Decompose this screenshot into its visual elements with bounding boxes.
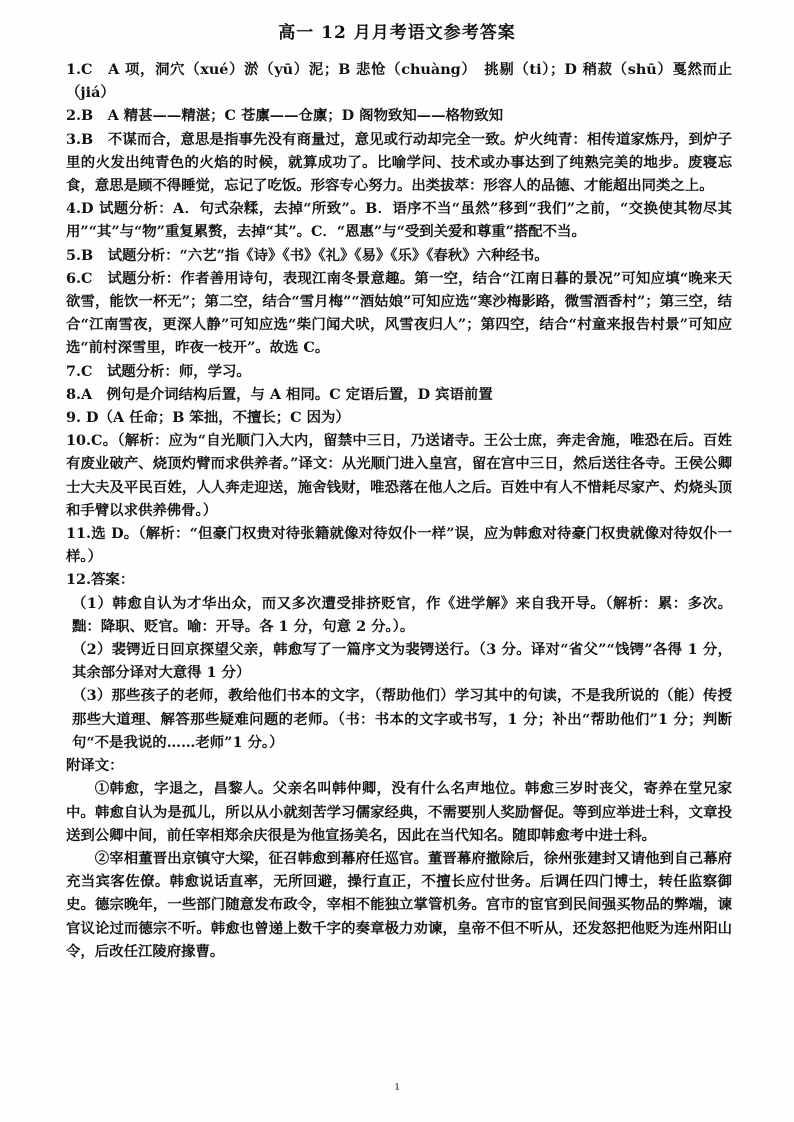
answer-item-6: 6.C 试题分析：作者善用诗句，表现江南冬景意趣。第一空，结合“江南日暮的景况”可知应填“晚来天欲雪，能饮一杯无”；第二空，结合“雪月梅”“酒姑娘”可知应选“寒沙梅影路，微雪酒香村”；第三空，结合“江南雪夜，更深人静”可知应选“柴门闻犬吠，风雪夜归人”；第四空，结合“村童来报告村景”可知应选“前村深雪里，昨夜一枝开”。故选 C。 <box>66 269 732 357</box>
answer-content <box>66 58 732 963</box>
answer-item-3: 3.B 不谋而合，意思是指事先没有商量过，意见或行动却完全一致。炉火纯青：相传道家炼丹，到炉子里的火发出纯青色的火焰的时候，就算成功了。比喻学问、技术或办事达到了纯熟完美的地步。废寝忘食，意思是顾不得睡觉，忘记了吃饭。形容专心努力。出类拔萃：形容人的品德、才能超出同类之上。 <box>66 130 732 195</box>
answer-item-5: 5.B 试题分析：“六艺”指《诗》《书》《礼》《易》《乐》《春秋》六种经书。 <box>66 246 549 264</box>
answer-item-9: 9. D（A 任命；B 笨拙，不擅长；C 因为） <box>66 409 350 427</box>
q12-part-1: （1）韩愈自认为才华出众，而又多次遭受排挤贬官，作《进学解》来自我开导。（解析：累：多次。黜：降职、贬官。喻：开导。各 1 分，句意 2 分。）。 <box>72 594 732 635</box>
q12-part-2: （2）裴锷近日回京探望父亲，韩愈写了一篇序文为裴锷送行。（3 分。译对“省父”“饯锷”各得 1 分，其余部分译对大意得 1 分） <box>72 641 732 682</box>
answer-item-7: 7.C 试题分析：师，学习。 <box>66 362 251 380</box>
answer-item-4: 4.D 试题分析：A．句式杂糅，去掉“所致”。B．语序不当“虽然”移到“我们”之前，“交换使其物尽其用”“其”与“物”重复累赘，去掉“其”。C．“恩惠”与“受到关爱和尊重”搭配不当。 <box>66 200 732 241</box>
answer-item-1: 1.C A 项，洞穴（xué）淤（yū）泥；B 悲怆（chuàng） 挑剔（ti）；D 稍菽（shū）戛然而止（jiá） <box>66 61 732 102</box>
translation-paragraph-2: ②宰相董晋出京镇守大梁，征召韩愈到幕府任巡官。董晋幕府撤除后，徐州张建封又请他到自己幕府充当宾客佐僚。韩愈说话直率，无所回避，操行直正，不擅长应付世务。后调任四门博士，转任监察御史。德宗晚年，一些部门随意发布政令，宰相不能独立掌管机务。宫市的宦官到民间强买物品的弊端，谏官议论过而德宗不听。韩愈也曾递上数千字的奏章极力劝谏，皇帝不但不听从，还发怒把他贬为连州阳山令，后改任江陵府掾曹。 <box>66 849 732 960</box>
answer-item-11: 11.选 D。（解析：“但豪门权贵对待张籍就像对待奴仆一样”误，应为韩愈对待豪门权贵就像对待奴仆一样。） <box>66 525 732 566</box>
answer-item-12: 12.答案： <box>66 571 135 589</box>
translation-paragraph-1: ①韩愈，字退之，昌黎人。父亲名叫韩仲卿，没有什么名声地位。韩愈三岁时丧父，寄养在堂兄家中。韩愈自认为是孤儿，所以从小就刻苦学习儒家经典，不需要别人奖励督促。等到应举进士科，文章投送到公卿中间，前任宰相郑余庆很是为他宣扬美名，因此在当代知名。随即韩愈考中进士科。 <box>66 780 732 844</box>
translation-label: 附译文： <box>66 757 124 775</box>
q12-part-3: （3）那些孩子的老师，教给他们书本的文字，（帮助他们）学习其中的句读，不是我所说的（能）传授那些大道理、解答那些疑难问题的老师。（书：书本的文字或书写，1 分；补出“帮助他们”1 分；判断句“不是我说的……老师”1 分。） <box>72 687 732 751</box>
page-title: 高一 12 月月考语文参考答案 <box>278 23 516 43</box>
answer-item-8: 8.A 例句是介词结构后置，与 A 相同。C 定语后置，D 宾语前置 <box>66 385 493 403</box>
page-number: 1 <box>394 1081 400 1093</box>
answer-item-10: 10.C。（解析：应为“自光顺门入大内，留禁中三日，乃送诸寺。王公士庶，奔走舍施，唯恐在后。百姓有废业破产、烧顶灼臂而求供养者。”译文：从光顺门进入皇宫，留在宫中三日，然后送往各寺。王侯公卿士大夫及平民百姓，人人奔走迎送，施舍钱财，唯恐落在他人之后。百姓中有人不惜耗尽家产、灼烧头顶和手臂以求供养佛骨。） <box>66 432 732 519</box>
answer-item-2: 2.B A 精甚——精湛；C 苍廪——仓廪；D 阁物致知——格物致知 <box>66 107 504 125</box>
